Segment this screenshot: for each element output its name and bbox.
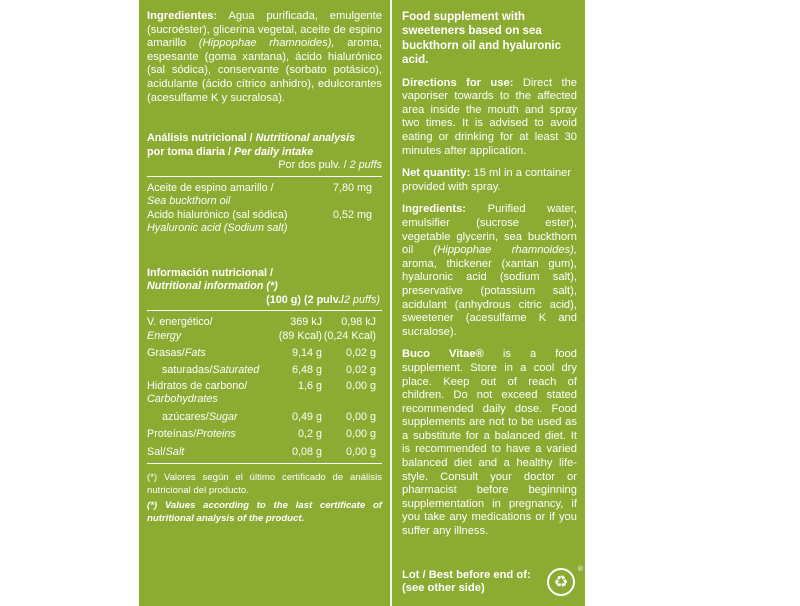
analysis-row-es: Aceite de espino amarillo / [147,181,274,194]
left-panel-spanish [139,0,390,606]
net-quantity [402,167,577,194]
footnote-en: (*) Values according to the last certificate of nutritional analysis of the product. [147,500,382,524]
info-title-es: Información nutricional / [147,266,273,279]
nutrition-value-dose: 0,02 g [345,363,376,376]
nutrition-label-en: Salt [165,445,185,458]
ingredients-es-text-2: aroma, espesante (goma xantana), ácido hialurónico (sal sódica), conservante (sorbato potásico), acidulante (ácido cítrico anhidro), edulcorantes (acesulfame K y sucralosa). [147,37,383,104]
lot-block [402,569,531,596]
product-title: Food supplement with sweeteners based on sea buckthorn oil and hyaluronic acid. [402,10,562,67]
analysis-title-es: Análisis nutricional / [147,132,253,145]
analysis-dose-es: Por dos pulv. / [278,159,347,172]
nutrition-value-dose: 0,02 g [345,347,376,360]
nutrition-row [147,446,382,459]
nutrition-label-es: saturadas/ [162,363,213,376]
directions-text: Direct the vaporiser towards to the affected area inside the mouth and spray two times. It is advised to avoid eating or drinking for at least 30 minutes after application. [402,76,578,157]
analysis-title-en: Nutritional analysis [255,132,356,145]
registered-mark: ® [577,566,583,573]
nutrition-value-dose: 0,98 kJ [341,316,376,329]
ingredients-es-label: Ingredientes: [147,10,218,22]
nutrition-row [147,411,382,424]
nutrition-value-100g: 0,08 g [291,445,322,458]
ingredients-es-text-1: Agua purificada, emulgente (sucroéster), glicerina vegetal, aceite de espino amarillo [147,10,382,50]
info-header-100g: (100 g) [266,293,301,306]
nutrition-value-100g: 9,14 g [291,347,322,360]
brand-name: Buco Vitae® [402,348,484,361]
analysis-row-en: Sea buckthorn oil [147,195,231,208]
nutrition-label-en: Sugar [208,410,238,423]
analysis-row-value: 0,52 mg [332,208,372,221]
nutrition-label-es: Proteínas/ [147,428,197,441]
recycle-icon: ♻ [547,568,575,596]
analysis-title [147,132,382,146]
nutrition-label-es: Hidratos de carbono/ [147,379,248,392]
analysis-dose-en: 2 puffs [349,159,382,172]
analysis-row-value: 7,80 mg [332,181,372,194]
analysis-dose [147,159,382,176]
analysis-row-es: Acido hialurónico (sal sódica) [147,208,288,221]
nutrition-value-100g: 0,49 g [291,410,322,423]
nutrition-value-100g: 6,48 g [291,363,322,376]
lot-see-other-side: (see other side) [402,582,485,595]
analysis-per-en: Per daily intake [234,145,314,158]
nutrition-label-es: Grasas/ [147,347,185,360]
net-quantity-label: Net quantity: [402,167,471,180]
nutrition-value-100g: 0,2 g [297,428,322,441]
nutrition-row [147,316,382,343]
directions-label: Directions for use: [402,76,514,89]
nutrition-value-dose: 0,00 g [345,379,376,392]
nutrition-label-en: Proteins [196,428,236,441]
nutrition-value-100g: 1,6 g [297,379,322,392]
nutrition-value-dose-kcal: (0,24 Kcal) [323,329,376,342]
nutrition-value-dose: 0,00 g [345,410,376,423]
ingredients-es [147,10,382,105]
brand-statement [402,348,577,538]
info-header [147,294,382,311]
nutrition-value-dose: 0,00 g [345,428,376,441]
ingredients-en-text-2: aroma, thickener (xantan gum), hyaluronic acid (sodium salt), preservative (potassium salt), acidulant (anhydrous citric acid), sweetener (acesulfame K and sucralose). [402,257,577,338]
nutrition-label-en: Saturated [212,363,260,376]
ingredients-en-label: Ingredients: [402,203,467,216]
footnote-es: (*) Valores según el último certificado de análisis nutricional del producto. [147,472,382,496]
brand-text: is a food supplement. Store in a cool dry place. Keep out of reach of children. Do not exceed stated recommended daily dose. Food supplements are not to be used as a substitute for a balanced diet. It is recommended to have a varied balanced diet and a healthy life-style. Consult your doctor or pharmacist before beginning supplementation in pregnancy, if you take any medications or if you suffer any illness. [402,348,578,538]
nutrition-label-es: Sal/ [147,445,166,458]
nutrition-value-dose: 0,00 g [345,445,376,458]
ingredients-en [402,203,577,339]
analysis-per-es: por toma diaria / [147,145,231,158]
nutrition-label-en: Energy [147,329,182,342]
nutrition-value-100g: 369 kJ [290,316,322,329]
analysis-row [147,209,382,236]
info-header-puffs-en: 2 puffs) [343,293,380,306]
nutrition-row [147,428,382,441]
nutrition-label-es: V. energético/ [147,316,213,329]
nutrition-label-en: Carbohydrates [147,393,218,406]
lot-label: Lot / Best before end of: [402,568,531,581]
ingredients-en-latin: (Hippophae rhamnoides), [433,244,577,257]
analysis-per [147,146,382,160]
nutrition-label-en: Fats [184,347,206,360]
analysis-row [147,182,382,209]
directions [402,77,577,159]
ingredients-en-text-1: Purified water, emulsifier (sucrose ester), vegetable glycerin, sea buckthorn oil [402,203,577,257]
nutrition-label-es: azúcares/ [162,410,209,423]
right-panel-english [392,0,585,606]
nutrition-row [147,347,382,360]
nutrition-value-100g-kcal: (89 Kcal) [278,329,322,342]
info-header-puffs: (2 pulv./ [303,293,344,306]
ingredients-es-latin: (Hippophae rhamnoides), [198,37,335,50]
nutrition-row [147,364,382,377]
net-quantity-text: 15 ml in a container provided with spray. [402,167,572,193]
nutrition-row [147,380,382,407]
info-title-en: Nutritional information (*) [147,280,278,293]
analysis-row-en: Hyaluronic acid (Sodium salt) [147,222,288,235]
